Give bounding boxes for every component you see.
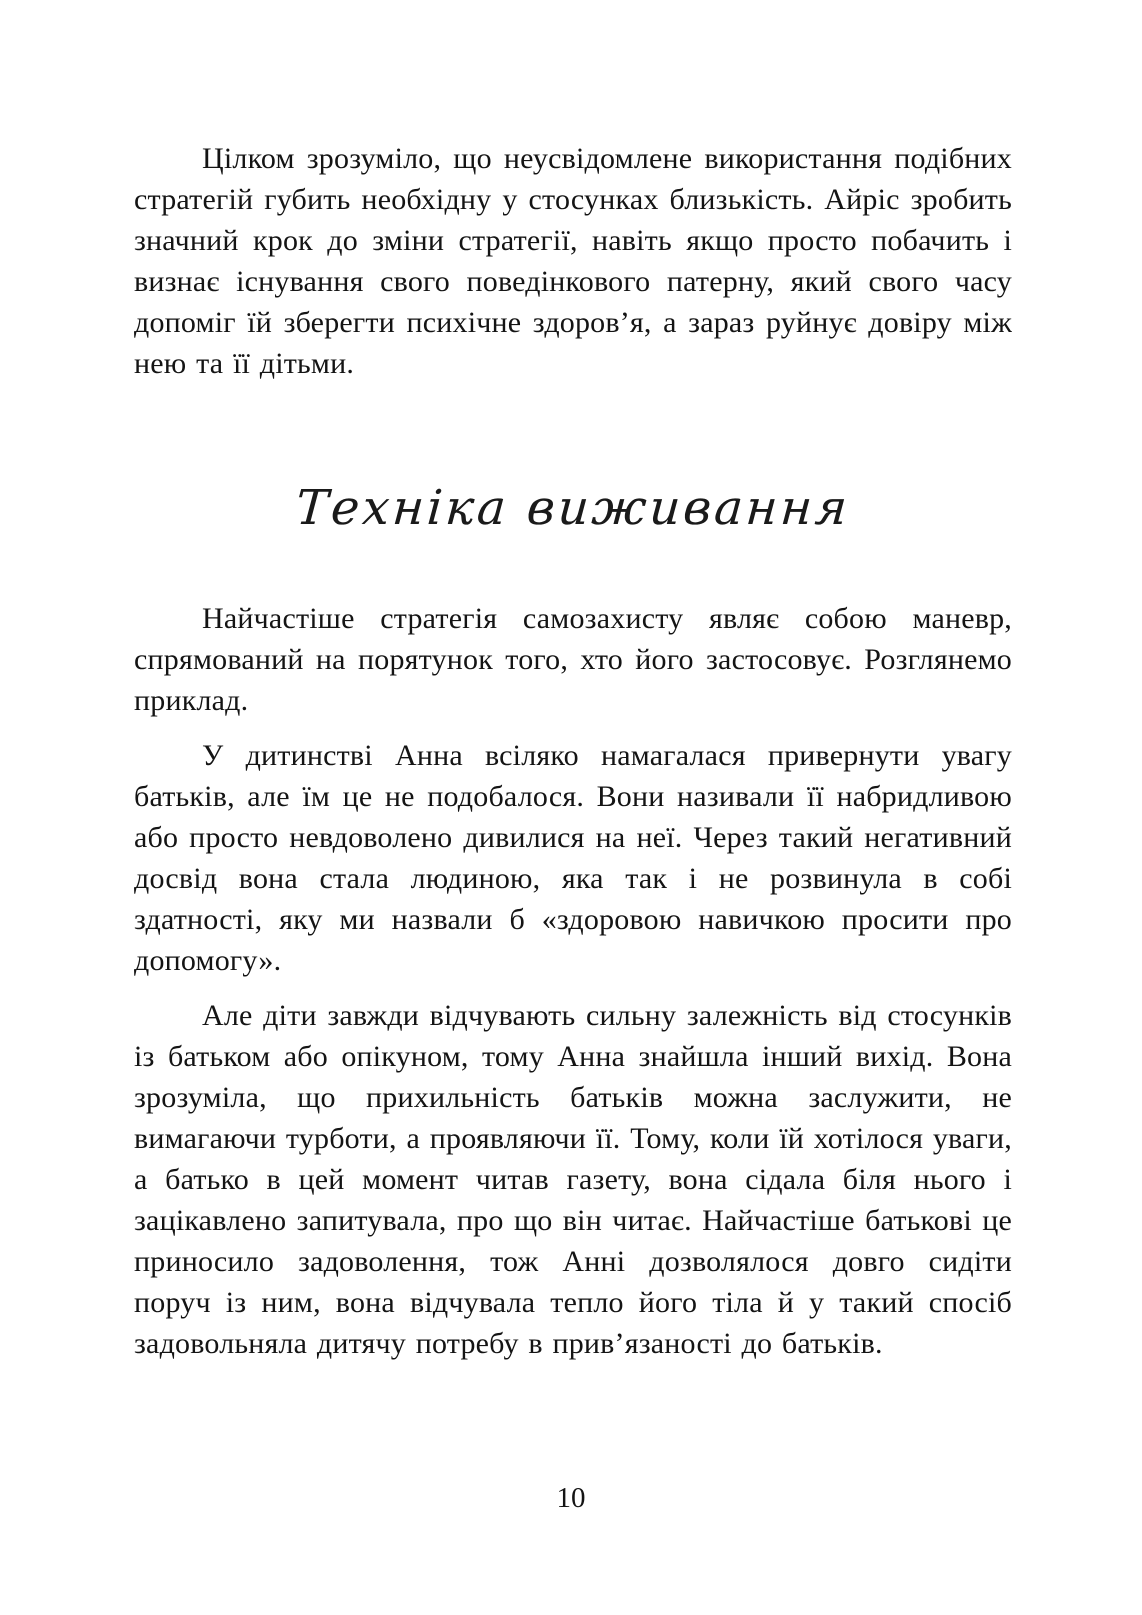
paragraph: Але діти завжди відчувають сильну залежність від стосунків із батьком або опікуном, тому Анна знайшла інший вихід. Вона зрозуміла, що прихильність батьків можна заслужити, не вимагаючи турботи, а проявляючи її. Тому, коли їй хотілося уваги, а батько в цей момент читав газету, вона сідала біля нього і зацікавлено запитувала, про що він читає. Найчастіше батькові це приносило задоволення, тож Анні дозволялося довго сидіти поруч із ним, вона відчувала тепло його тіла й у такий спосіб задовольняла дитячу потребу в прив’язаності до батьків. [134, 999, 1012, 1360]
paragraph: У дитинстві Анна всіляко намагалася привернути увагу батьків, але їм це не подобалося. Вони називали її набридливою або просто невдоволено дивилися на неї. Через такий негативний досвід вона стала людиною, яка так і не розвинула в собі здатності, яку ми назвали б «здоровою навичкою просити про допомогу». [134, 739, 1012, 977]
intro-paragraph: Цілком зрозуміло, що неусвідомлене використання подібних стратегій губить необхідну у стосунках близькість. Айріс зробить значний крок до зміни стратегії, навіть якщо просто побачить і визнає існування свого поведінкового патерну, який свого часу допоміг їй зберегти психічне здоров’я, а зараз руйнує довіру між нею та її дітьми. [134, 142, 1012, 380]
page-content [134, 138, 1012, 1378]
paragraph: Найчастіше стратегія самозахисту являє собою маневр, спрямований на порятунок того, хто його застосовує. Розглянемо приклад. [134, 602, 1012, 717]
section-heading: Техніка виживання [294, 480, 852, 536]
page-number: 10 [556, 1482, 586, 1514]
